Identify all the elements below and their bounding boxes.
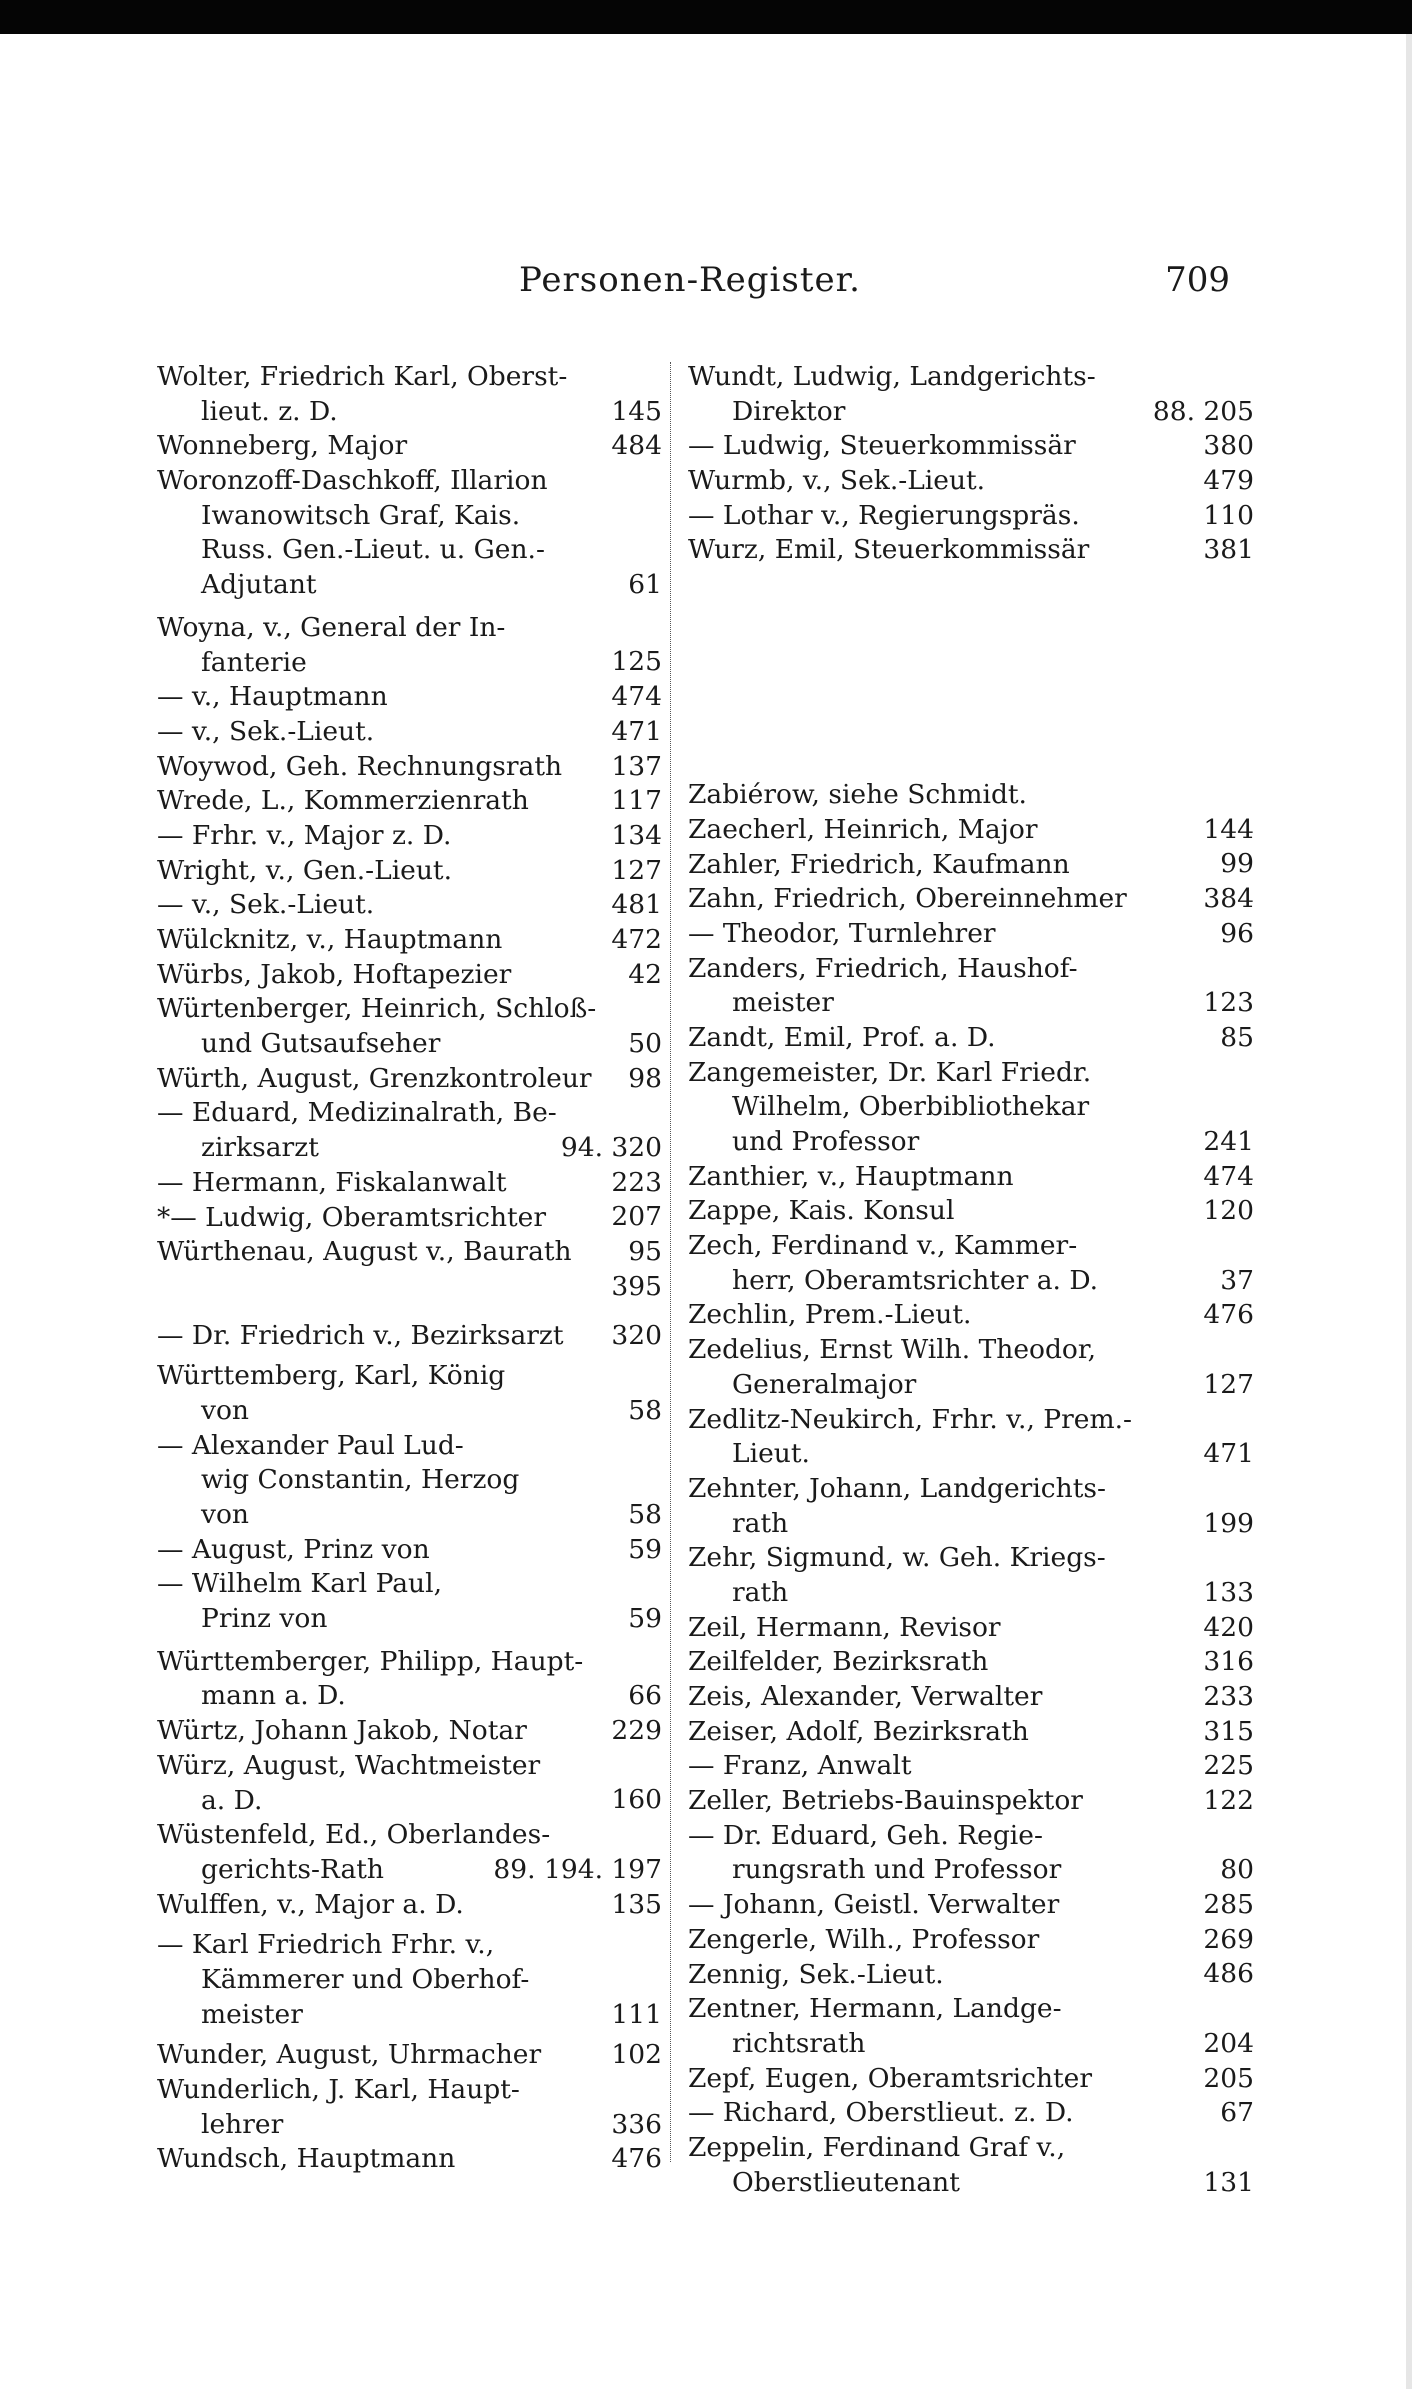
entry-pages: 207 bbox=[605, 1200, 662, 1235]
entry-name: Zeller, Betriebs-Bauinspektor bbox=[688, 1785, 1083, 1817]
entry-name: Würbs, Jakob, Hoftapezier bbox=[157, 958, 512, 990]
entry-continuation: Iwanowitsch Graf, Kais. bbox=[201, 499, 521, 531]
section-gap bbox=[688, 568, 1254, 778]
entry-name: Wüstenfeld, Ed., Oberlandes- bbox=[157, 1819, 551, 1851]
entry-name: Zeilfelder, Bezirksrath bbox=[688, 1646, 989, 1678]
entry-continuation: Wilhelm, Oberbibliothekar bbox=[732, 1091, 1090, 1123]
index-entry bbox=[688, 1923, 1254, 1958]
entry-name: Zanders, Friedrich, Haushof- bbox=[688, 952, 1078, 984]
scan-right-edge bbox=[1406, 34, 1412, 2389]
index-entry bbox=[688, 1056, 1254, 1160]
entry-continuation: herr, Oberamtsrichter a. D. bbox=[732, 1264, 1099, 1296]
entry-name: Woywod, Geh. Rechnungsrath bbox=[157, 750, 563, 782]
entry-name: Zandt, Emil, Prof. a. D. bbox=[688, 1021, 996, 1053]
entry-pages: 89. 194. 197 bbox=[487, 1853, 662, 1888]
entry-name: Wundt, Ludwig, Landgerichts- bbox=[688, 361, 1096, 392]
left-index-column bbox=[157, 360, 662, 2177]
entry-pages: 160 bbox=[605, 1783, 662, 1818]
entry-pages: 61 bbox=[622, 568, 662, 603]
entry-pages: 384 bbox=[1197, 882, 1254, 917]
index-entry bbox=[688, 1194, 1254, 1229]
index-entry bbox=[688, 1645, 1254, 1680]
entry-name: *— Ludwig, Oberamtsrichter bbox=[157, 1201, 547, 1233]
entry-pages: 94. 320 bbox=[555, 1131, 662, 1166]
entry-continuation: Adjutant bbox=[201, 569, 317, 601]
entry-pages: 269 bbox=[1197, 1923, 1254, 1958]
index-entry bbox=[157, 784, 662, 819]
entry-name: Zepf, Eugen, Oberamtsrichter bbox=[688, 2062, 1093, 2094]
entry-pages: 131 bbox=[1197, 2166, 1254, 2201]
entry-name: Zahn, Friedrich, Obereinnehmer bbox=[688, 883, 1127, 915]
index-entry bbox=[157, 611, 662, 680]
entry-pages: 225 bbox=[1197, 1749, 1254, 1784]
entry-name: Zehr, Sigmund, w. Geh. Kriegs- bbox=[688, 1542, 1106, 1574]
entry-pages: 98 bbox=[622, 1062, 662, 1097]
entry-name: Woronzoff-Daschkoff, Illarion bbox=[157, 465, 548, 497]
index-entry bbox=[688, 533, 1254, 568]
entry-pages: 199 bbox=[1197, 1507, 1254, 1542]
index-entry bbox=[157, 1888, 662, 1923]
entry-name: Württemberg, Karl, König bbox=[157, 1360, 506, 1392]
entry-name: — Karl Friedrich Frhr. v., bbox=[157, 1929, 495, 1961]
entry-name: Zaecherl, Heinrich, Major bbox=[688, 813, 1038, 845]
page-header bbox=[150, 258, 1230, 302]
right-index-column bbox=[688, 360, 1254, 2200]
entry-pages: 67 bbox=[1214, 2096, 1254, 2131]
entry-pages: 137 bbox=[605, 750, 662, 785]
index-entry bbox=[688, 1784, 1254, 1819]
entry-pages: 59 bbox=[622, 1533, 662, 1568]
entry-pages: 285 bbox=[1197, 1888, 1254, 1923]
entry-name: — Ludwig, Steuerkommissär bbox=[688, 430, 1076, 462]
entry-pages: 111 bbox=[605, 1998, 662, 2033]
entry-name: — Eduard, Medizinalrath, Be- bbox=[157, 1097, 557, 1129]
entry-name: — Hermann, Fiskalanwalt bbox=[157, 1166, 507, 1198]
entry-pages: 471 bbox=[605, 715, 662, 750]
scan-top-border bbox=[0, 0, 1412, 34]
entry-name: Wonneberg, Major bbox=[157, 430, 408, 462]
entry-pages: 381 bbox=[1197, 533, 1254, 568]
entry-name: Wurz, Emil, Steuerkommissär bbox=[688, 534, 1090, 566]
index-entry bbox=[688, 1229, 1254, 1298]
index-entry bbox=[157, 1359, 662, 1428]
entry-pages: 99 bbox=[1214, 847, 1254, 882]
entry-name: — v., Sek.-Lieut. bbox=[157, 715, 375, 747]
entry-pages: 233 bbox=[1197, 1680, 1254, 1715]
entry-pages: 474 bbox=[605, 680, 662, 715]
entry-pages: 336 bbox=[605, 2108, 662, 2143]
section-gap bbox=[157, 1305, 662, 1319]
index-entry bbox=[157, 680, 662, 715]
entry-name: Zahler, Friedrich, Kaufmann bbox=[688, 848, 1070, 880]
entry-pages: 96 bbox=[1214, 917, 1254, 952]
entry-pages: 59 bbox=[622, 1602, 662, 1637]
index-entry bbox=[688, 813, 1254, 848]
entry-name bbox=[157, 1270, 662, 1305]
entry-continuation: wig Constantin, Herzog bbox=[201, 1464, 520, 1496]
entry-name: — Frhr. v., Major z. D. bbox=[157, 819, 452, 851]
entry-continuation: meister bbox=[732, 987, 834, 1019]
entry-pages: 474 bbox=[1197, 1160, 1254, 1195]
entry-name: Würth, August, Grenzkontroleur bbox=[157, 1062, 592, 1094]
entry-name: — v., Sek.-Lieut. bbox=[157, 889, 375, 921]
entry-pages: 320 bbox=[605, 1319, 662, 1354]
entry-continuation: Russ. Gen.-Lieut. u. Gen.- bbox=[201, 534, 545, 566]
index-entry bbox=[688, 464, 1254, 499]
entry-name: — Franz, Anwalt bbox=[688, 1750, 912, 1782]
entry-pages: 125 bbox=[605, 645, 662, 680]
entry-name: Wurmb, v., Sek.-Lieut. bbox=[688, 465, 986, 497]
index-entry bbox=[157, 854, 662, 889]
entry-continuation: meister bbox=[201, 1998, 303, 2030]
index-entry bbox=[157, 1319, 662, 1354]
index-entry bbox=[688, 917, 1254, 952]
entry-name: Zedlitz-Neukirch, Frhr. v., Prem.- bbox=[688, 1403, 1132, 1435]
index-entry bbox=[157, 1928, 662, 2032]
entry-name: Zappe, Kais. Konsul bbox=[688, 1195, 955, 1227]
entry-pages: 133 bbox=[1197, 1576, 1254, 1611]
entry-name: Zehnter, Johann, Landgerichts- bbox=[688, 1472, 1106, 1504]
entry-continuation: von bbox=[201, 1394, 249, 1426]
index-entry bbox=[688, 848, 1254, 883]
entry-continuation: fanterie bbox=[201, 646, 307, 678]
entry-name: — August, Prinz von bbox=[157, 1533, 430, 1565]
index-entry bbox=[688, 882, 1254, 917]
entry-pages: 95 bbox=[622, 1235, 662, 1270]
index-entry bbox=[688, 952, 1254, 1021]
entry-name: — Alexander Paul Lud- bbox=[157, 1429, 464, 1461]
entry-name: Zeiser, Adolf, Bezirksrath bbox=[688, 1715, 1029, 1747]
entry-continuation: rath bbox=[732, 1576, 789, 1608]
entry-name: Zedelius, Ernst Wilh. Theodor, bbox=[688, 1334, 1097, 1366]
entry-pages: 134 bbox=[605, 819, 662, 854]
entry-continuation: und Gutsaufseher bbox=[201, 1028, 441, 1060]
entry-continuation: Kämmerer und Oberhof- bbox=[201, 1963, 530, 1995]
index-entry bbox=[157, 1645, 662, 1714]
entry-continuation: von bbox=[201, 1499, 249, 1530]
entry-name: Zech, Ferdinand v., Kammer- bbox=[688, 1230, 1078, 1262]
entry-pages: 80 bbox=[1214, 1853, 1254, 1888]
entry-pages: 85 bbox=[1214, 1021, 1254, 1056]
entry-name: Würz, August, Wachtmeister bbox=[157, 1749, 541, 1781]
index-entry bbox=[688, 1472, 1254, 1541]
entry-name: Würtenberger, Heinrich, Schloß- bbox=[157, 993, 597, 1025]
column-divider bbox=[670, 362, 671, 2162]
entry-continuation: zirksarzt bbox=[201, 1132, 319, 1164]
entry-continuation: Lieut. bbox=[732, 1438, 810, 1470]
index-entry bbox=[688, 1958, 1254, 1993]
entry-name: Zennig, Sek.-Lieut. bbox=[688, 1958, 944, 1990]
entry-pages: 476 bbox=[605, 2142, 662, 2177]
index-entry bbox=[688, 1749, 1254, 1784]
entry-name: Zabiérow, siehe Schmidt. bbox=[688, 779, 1027, 811]
entry-continuation: Prinz von bbox=[201, 1603, 328, 1635]
index-entry bbox=[157, 1062, 662, 1097]
page-title: Personen-Register. bbox=[519, 260, 861, 300]
entry-pages: 66 bbox=[622, 1679, 662, 1714]
entry-pages: 241 bbox=[1197, 1125, 1254, 1160]
index-entry bbox=[688, 1819, 1254, 1888]
index-entry bbox=[688, 1888, 1254, 1923]
entry-pages: 144 bbox=[1197, 813, 1254, 848]
entry-name: Wright, v., Gen.-Lieut. bbox=[157, 854, 453, 886]
index-entry bbox=[157, 1749, 662, 1818]
index-entry bbox=[157, 1429, 662, 1533]
entry-continuation: Generalmajor bbox=[732, 1368, 917, 1400]
entry-pages: 479 bbox=[1197, 464, 1254, 499]
entry-name: — Wilhelm Karl Paul, bbox=[157, 1568, 442, 1600]
entry-continuation: rungsrath und Professor bbox=[732, 1854, 1062, 1886]
entry-continuation: rath bbox=[732, 1507, 789, 1539]
index-entry bbox=[688, 1021, 1254, 1056]
entry-name: — Lothar v., Regierungspräs. bbox=[688, 499, 1080, 531]
entry-pages: 476 bbox=[1197, 1298, 1254, 1333]
entry-pages: 135 bbox=[605, 1888, 662, 1923]
entry-name: Zeil, Hermann, Revisor bbox=[688, 1611, 1001, 1643]
entry-pages: 117 bbox=[605, 784, 662, 819]
entry-continuation: gerichts-Rath bbox=[201, 1853, 384, 1885]
index-entry bbox=[688, 778, 1254, 813]
entry-pages: 229 bbox=[605, 1714, 662, 1749]
entry-pages: 204 bbox=[1197, 2027, 1254, 2062]
index-entry bbox=[157, 992, 662, 1061]
entry-pages: 380 bbox=[1197, 429, 1254, 464]
entry-continuation: Direktor bbox=[732, 395, 846, 427]
entry-pages: 472 bbox=[605, 923, 662, 958]
entry-pages: 395 bbox=[605, 1270, 662, 1305]
index-entry bbox=[688, 1333, 1254, 1402]
entry-pages: 42 bbox=[622, 958, 662, 993]
index-entry bbox=[157, 2038, 662, 2073]
entry-pages: 122 bbox=[1197, 1784, 1254, 1819]
entry-name: Zengerle, Wilh., Professor bbox=[688, 1923, 1040, 1955]
index-entry bbox=[157, 2142, 662, 2177]
index-entry bbox=[688, 1160, 1254, 1195]
entry-continuation: Oberstlieutenant bbox=[732, 2166, 960, 2198]
entry-name: Zeis, Alexander, Verwalter bbox=[688, 1681, 1043, 1712]
entry-name: — Johann, Geistl. Verwalter bbox=[688, 1889, 1060, 1921]
index-entry bbox=[688, 499, 1254, 534]
index-entry bbox=[157, 2073, 662, 2142]
index-entry bbox=[157, 715, 662, 750]
index-entry bbox=[157, 923, 662, 958]
index-entry bbox=[688, 2096, 1254, 2131]
entry-name: Wunder, August, Uhrmacher bbox=[157, 2039, 542, 2071]
entry-pages: 481 bbox=[605, 888, 662, 923]
index-entry bbox=[157, 1096, 662, 1165]
entry-name: Wolter, Friedrich Karl, Oberst- bbox=[157, 361, 568, 392]
index-entry bbox=[157, 1714, 662, 1749]
entry-pages: 123 bbox=[1197, 986, 1254, 1021]
entry-pages: 88. 205 bbox=[1147, 395, 1254, 430]
entry-pages: 58 bbox=[622, 1394, 662, 1429]
entry-name: — v., Hauptmann bbox=[157, 681, 388, 713]
entry-pages: 486 bbox=[1197, 1957, 1254, 1992]
index-entry bbox=[688, 2062, 1254, 2097]
entry-pages: 223 bbox=[605, 1166, 662, 1201]
index-entry bbox=[157, 958, 662, 993]
index-entry bbox=[157, 429, 662, 464]
index-entry bbox=[688, 2131, 1254, 2200]
entry-continuation: mann a. D. bbox=[201, 1680, 346, 1712]
entry-pages: 145 bbox=[605, 395, 662, 430]
index-entry bbox=[688, 429, 1254, 464]
index-entry bbox=[157, 360, 662, 429]
index-entry bbox=[688, 1992, 1254, 2061]
entry-name: Zechlin, Prem.-Lieut. bbox=[688, 1299, 972, 1331]
index-entry bbox=[688, 1611, 1254, 1646]
entry-name: Zentner, Hermann, Landge- bbox=[688, 1993, 1062, 2025]
entry-continuation: a. D. bbox=[201, 1784, 263, 1816]
index-entry bbox=[157, 1533, 662, 1568]
entry-name: Woyna, v., General der In- bbox=[157, 611, 506, 643]
entry-continuation: lieut. z. D. bbox=[201, 395, 338, 427]
entry-name: Würthenau, August v., Baurath bbox=[157, 1236, 572, 1268]
entry-name: — Theodor, Turnlehrer bbox=[688, 917, 996, 949]
entry-pages: 37 bbox=[1214, 1264, 1254, 1299]
index-entry bbox=[688, 1680, 1254, 1715]
entry-pages: 205 bbox=[1197, 2062, 1254, 2097]
entry-pages: 120 bbox=[1197, 1194, 1254, 1229]
section-gap bbox=[157, 1637, 662, 1645]
entry-name: — Dr. Friedrich v., Bezirksarzt bbox=[157, 1319, 564, 1351]
entry-name: — Richard, Oberstlieut. z. D. bbox=[688, 2097, 1074, 2129]
section-gap bbox=[157, 603, 662, 611]
entry-pages: 484 bbox=[605, 429, 662, 464]
entry-pages: 50 bbox=[622, 1027, 662, 1062]
index-entry bbox=[157, 819, 662, 854]
index-entry bbox=[157, 1201, 662, 1236]
index-entry bbox=[688, 1403, 1254, 1472]
index-entry bbox=[688, 1298, 1254, 1333]
entry-pages: 58 bbox=[622, 1498, 662, 1533]
entry-name: Wunderlich, J. Karl, Haupt- bbox=[157, 2074, 520, 2105]
index-entry bbox=[157, 464, 662, 603]
entry-pages: 420 bbox=[1197, 1611, 1254, 1646]
index-entry bbox=[157, 1235, 662, 1270]
entry-name: Wrede, L., Kommerzienrath bbox=[157, 785, 529, 817]
index-entry bbox=[157, 750, 662, 785]
index-entry bbox=[157, 1270, 662, 1305]
entry-pages: 471 bbox=[1197, 1437, 1254, 1472]
entry-name: Zeppelin, Ferdinand Graf v., bbox=[688, 2131, 1066, 2163]
entry-name: Wundsch, Hauptmann bbox=[157, 2143, 456, 2175]
entry-name: Zangemeister, Dr. Karl Friedr. bbox=[688, 1056, 1092, 1088]
entry-name: Wulffen, v., Major a. D. bbox=[157, 1888, 464, 1920]
entry-continuation: und Professor bbox=[732, 1126, 920, 1157]
index-entry bbox=[157, 1567, 662, 1636]
index-entry bbox=[157, 888, 662, 923]
index-entry bbox=[157, 1166, 662, 1201]
entry-continuation: lehrer bbox=[201, 2108, 284, 2140]
entry-pages: 102 bbox=[605, 2038, 662, 2073]
index-entry bbox=[688, 1715, 1254, 1750]
index-entry bbox=[688, 1541, 1254, 1610]
index-entry bbox=[688, 360, 1254, 429]
entry-pages: 127 bbox=[1197, 1368, 1254, 1403]
entry-pages: 127 bbox=[605, 854, 662, 889]
entry-name: Zanthier, v., Hauptmann bbox=[688, 1160, 1014, 1192]
page-number: 709 bbox=[1165, 260, 1230, 300]
entry-name: — Dr. Eduard, Geh. Regie- bbox=[688, 1819, 1043, 1851]
entry-name: Württemberger, Philipp, Haupt- bbox=[157, 1645, 584, 1677]
entry-pages: 316 bbox=[1197, 1645, 1254, 1680]
index-entry bbox=[157, 1818, 662, 1887]
entry-name: Würtz, Johann Jakob, Notar bbox=[157, 1715, 527, 1747]
entry-continuation: richtsrath bbox=[732, 2027, 866, 2059]
entry-pages: 315 bbox=[1197, 1715, 1254, 1750]
entry-name: Wülcknitz, v., Hauptmann bbox=[157, 924, 503, 955]
entry-pages: 110 bbox=[1197, 499, 1254, 534]
